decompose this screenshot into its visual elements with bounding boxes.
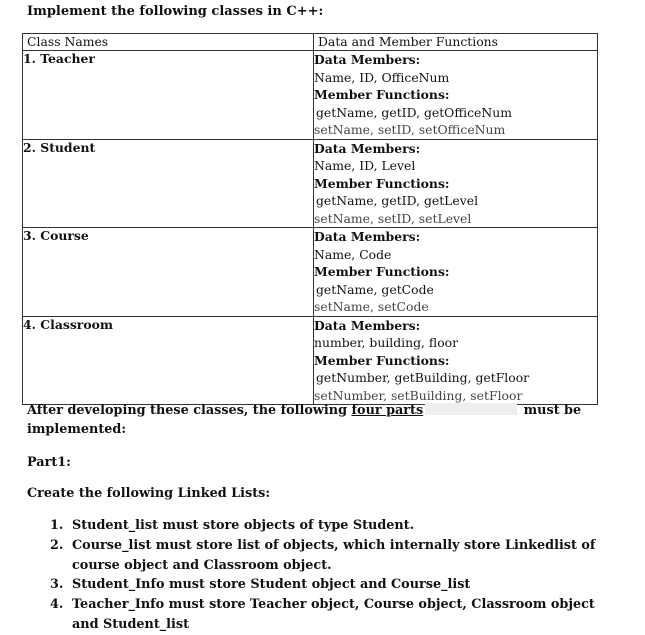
instructions-prefix: After developing these classes, the following [27,403,348,418]
class-spec [314,139,598,228]
getter-functions: getName, getCode [316,281,434,297]
data-members-list: Name, ID, OfficeNum [314,69,450,85]
instructions-line2: implemented: [27,422,127,437]
class-name: 4. Classroom [23,316,314,405]
data-members-label: Data Members: [314,317,421,333]
data-members-label: Data Members: [314,229,421,244]
class-name: 3. Course [23,228,314,317]
data-members-list: number, building, floor [314,335,459,350]
list-item-text: Student_list must store objects of type Student. [72,518,415,533]
getter-functions: getNumber, getBuilding, getFloor [316,370,530,385]
member-functions-label: Member Functions: [314,264,450,279]
setter-functions: setName, setID, setOfficeNum [314,122,506,137]
getter-functions: getName, getID, getLevel [316,193,479,208]
class-spec [314,316,598,405]
table-row [23,228,598,317]
class-name: 1. Teacher [23,51,314,140]
instructions-suffix: must be [523,403,582,418]
page-heading: Implement the following classes in C++: [27,4,324,19]
redacted-text [425,403,517,415]
list-item [47,536,622,576]
member-functions-label: Member Functions: [314,352,450,368]
table-row [23,139,598,228]
class-name: 2. Student [23,139,314,228]
part1-heading: Part1: [27,455,71,470]
table-header-row [23,34,598,51]
col-header-class-names: Class Names [23,34,314,51]
setter-functions: setName, setID, setLevel [314,210,472,226]
list-item-text: Teacher_Info must store Teacher object, Course object, Classroom object and Student_list [72,597,595,632]
table-row [23,51,598,140]
list-item [47,575,622,595]
class-spec [314,228,598,317]
list-item [47,516,622,536]
data-members-list: Name, ID, Level [314,158,416,173]
member-functions-label: Member Functions: [314,87,450,102]
list-item-number: 3. [50,577,64,593]
setter-functions: setNumber, setBuilding, setFloor [314,387,523,403]
list-item-number: 1. [50,518,64,533]
data-members-list: Name, Code [314,246,392,262]
data-members-label: Data Members: [314,52,421,67]
data-members-label: Data Members: [314,140,421,156]
list-item-number: 4. [50,597,64,613]
list-item-text: Course_list must store list of objects, which internally store Linkedlist of course object and Classroom object. [72,537,596,573]
classes-table [22,33,598,405]
member-functions-label: Member Functions: [314,175,450,191]
linked-lists-requirements [47,516,622,635]
col-header-data-functions: Data and Member Functions [314,34,598,51]
table-row [23,316,598,405]
setter-functions: setName, setCode [314,299,429,314]
create-instruction: Create the following Linked Lists: [27,486,271,501]
list-item-text: Student_Info must store Student object and Course_list [72,577,471,593]
class-spec [314,51,598,140]
list-item [47,595,622,635]
getter-functions: getName, getID, getOfficeNum [316,104,512,120]
four-parts-text: four parts [351,403,424,418]
list-item-number: 2. [50,537,64,553]
instructions-paragraph [27,401,617,439]
